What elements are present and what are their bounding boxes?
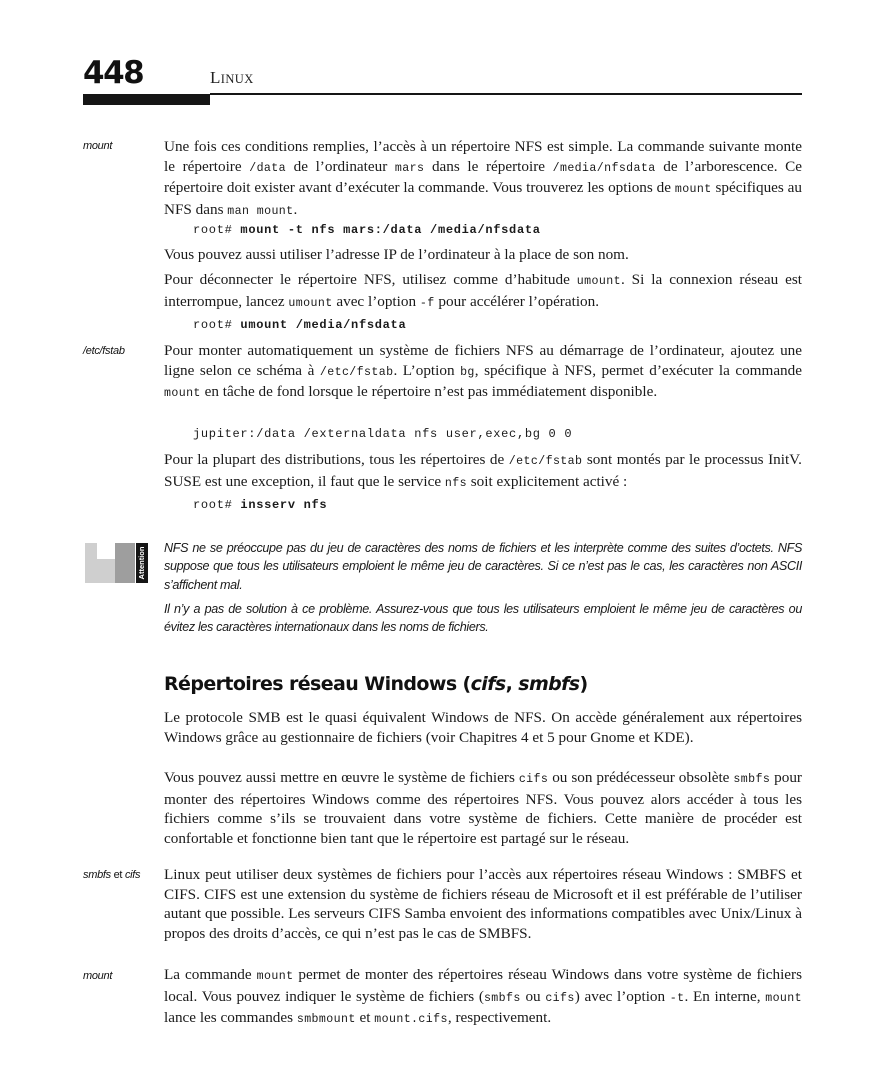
header-rule-thin [210, 93, 802, 95]
attention-icon-label: Attention [136, 546, 146, 580]
margin-note-mount-2: mount [83, 970, 113, 982]
note-paragraph-1: NFS ne se préoccupe pas du jeu de caractères des noms de fichiers et les interprète comme des suites d’octets. NFS suppose que tous les utilisateurs emploient le même jeu de caractères. Si ce n’est pas le cas, les caractères non ASCII s’affichent mal. [164, 541, 802, 592]
paragraph-cifs-smbfs: Vous pouvez aussi mettre en œuvre le système de fichiers cifs ou son prédécesseur obsolète smbfs pour monter des répertoires Windows comme des répertoires NFS. Vous pouvez alors accéder à tous les fichiers comme s’ils se trouvaient dans votre système de fichiers. Cette manière de procéder est confortable et fonctionne bien tant que le répertoire est partagé sur le réseau. [164, 769, 802, 847]
command-mount-nfs: root# mount -t nfs mars:/data /media/nfsdata [193, 223, 541, 237]
running-title-initial: L [210, 68, 221, 87]
note-paragraph-2: Il n’y a pas de solution à ce problème. Assurez-vous que tous les utilisateurs emploient le même jeu de caractères ou évitez les caractères internationaux dans les noms de fichiers. [164, 602, 802, 635]
margin-note-et: et [113, 869, 123, 881]
paragraph-fstab: Pour monter automatiquement un système de fichiers NFS au démarrage de l’ordinateur, ajoutez une ligne selon ce schéma à /etc/fstab. L’option bg, spécifique à NFS, permet d’exécuter la commande mount en tâche de fond lorsque le répertoire n’est pas immédiatement disponible. [164, 342, 802, 401]
margin-note-etc-fstab: /etc/fstab [83, 345, 125, 357]
paragraph-umount: Pour déconnecter le répertoire NFS, utilisez comme d’habitude umount. Si la connexion réseau est interrompue, lancez umount avec l’option -f pour accélérer l’opération. [164, 271, 803, 310]
command-insserv: root# insserv nfs [193, 498, 328, 512]
paragraph-linux-filesystems: Linux peut utiliser deux systèmes de fichiers pour l’accès aux répertoires réseau Windows : SMBFS et CIFS. CIFS est une extension du système de fichiers réseau de Microsoft et il est préférable de l’utiliser autant que possible. Les serveurs CIFS Samba envoient des informations compatibles avec Unix/Linux à propos des droits d’accès, ce qui n’est pas le cas de SMBFS. [164, 866, 802, 942]
margin-note-cifs: cifs [124, 869, 141, 881]
header-rule-thick [83, 94, 210, 105]
running-title [210, 68, 254, 88]
paragraph-mount-windows: La commande mount permet de monter des répertoires réseau Windows dans votre système de fichiers local. Vous pouvez indiquer le système de fichiers (smbfs ou cifs) avec l’option -t. En interne, mount lance les commandes smbmount et mount.cifs, respectivement. [164, 966, 803, 1027]
command-umount: root# umount /media/nfsdata [193, 318, 407, 332]
page-number: 448 [83, 55, 144, 91]
section-heading: Répertoires réseau Windows (cifs, smbfs) [164, 673, 588, 695]
margin-note-smbfs: smbfs [83, 869, 111, 881]
margin-note-mount: mount [83, 140, 113, 152]
paragraph-initv: Pour la plupart des distributions, tous les répertoires de /etc/fstab sont montés par le processus InitV. SUSE est une exception, il faut que le service nfs soit explicitement activé : [164, 451, 802, 490]
attention-icon [85, 543, 150, 583]
paragraph-nfs-mount: Une fois ces conditions remplies, l’accès à un répertoire NFS est simple. La commande suivante monte le répertoire /data de l’ordinateur mars dans le répertoire /media/nfsdata de l’arborescence. Ce répertoire doit exister avant d’exécuter la commande. Vous trouverez les options de mount spécifiques au NFS dans man mount. [164, 138, 803, 218]
margin-note-smbfs-cifs [83, 869, 140, 881]
running-title-rest: INUX [220, 72, 254, 86]
paragraph-smb-protocol: Le protocole SMB est le quasi équivalent Windows de NFS. On accède généralement aux répertoires Windows grâce au gestionnaire de fichiers (voir Chapitres 4 et 5 pour Gnome et KDE). [164, 709, 802, 746]
paragraph-ip-address: Vous pouvez aussi utiliser l’adresse IP de l’ordinateur à la place de son nom. [164, 246, 629, 263]
command-fstab-line: jupiter:/data /externaldata nfs user,exec,bg 0 0 [193, 427, 573, 441]
